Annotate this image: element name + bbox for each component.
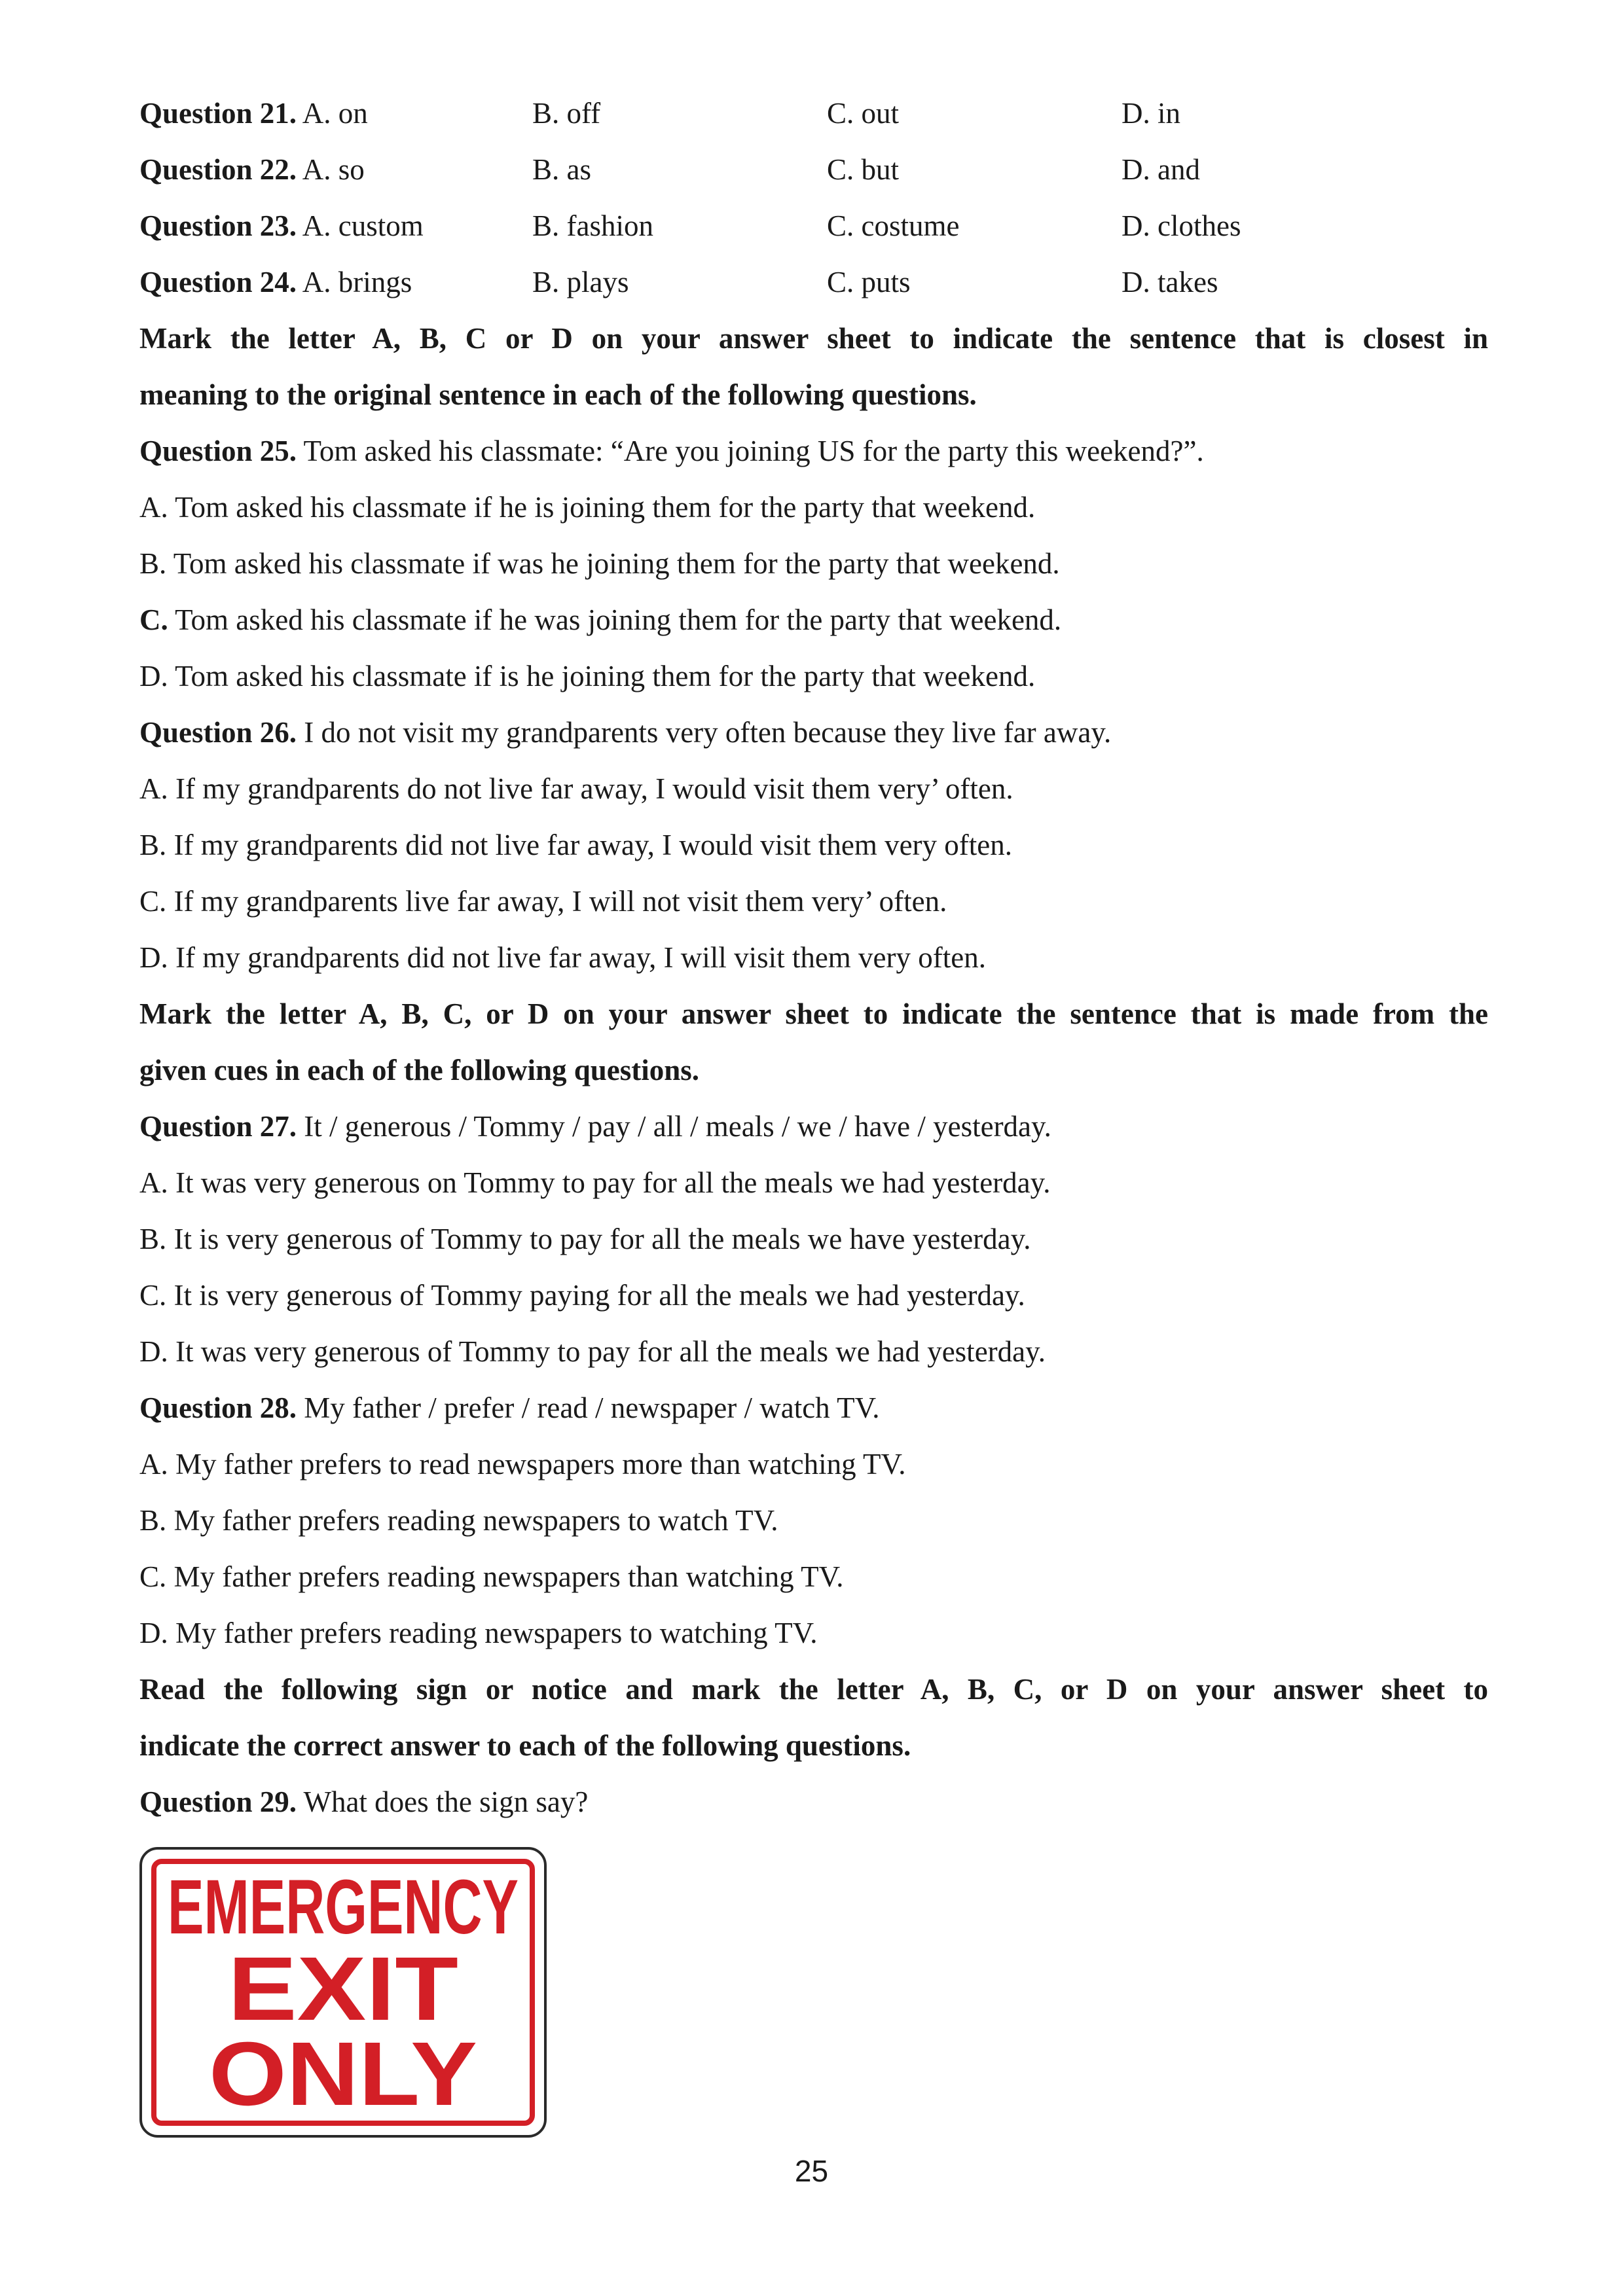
option-b: B. plays — [532, 266, 629, 298]
question-29-stem — [139, 1774, 1488, 1830]
answer-option-d: D. It was very generous of Tommy to pay for all the meals we had yesterday. — [139, 1335, 1046, 1368]
option-c: C. puts — [827, 266, 911, 298]
question-label: Question 21. — [139, 97, 297, 130]
sign-line-3: ONLY — [209, 2024, 477, 2125]
page-number: 25 — [794, 2154, 829, 2188]
option-d: D. takes — [1122, 266, 1218, 298]
question-label: Question 29. — [139, 1785, 297, 1818]
question-26-stem — [139, 704, 1488, 761]
question-label: Question 26. — [139, 716, 297, 749]
question-label: Question 24. — [139, 266, 297, 298]
answer-option-a: A. It was very generous on Tommy to pay for all the meals we had yesterday. — [139, 1166, 1051, 1199]
instruction-heading: indicate the correct answer to each of the following questions. — [139, 1729, 911, 1762]
instruction-heading: Mark the letter A, B, C, or D on your answer sheet to indicate the sentence that is made from the — [139, 997, 1488, 1030]
question-25-stem — [139, 423, 1488, 479]
instruction-heading: Mark the letter A, B, C or D on your answer sheet to indicate the sentence that is closest in — [139, 322, 1488, 355]
answer-option-c: C. It is very generous of Tommy paying for all the meals we had yesterday. — [139, 1279, 1025, 1312]
instruction-heading: meaning to the original sentence in each of the following questions. — [139, 378, 977, 411]
question-label: Question 23. — [139, 209, 297, 242]
answer-option-c: C. My father prefers reading newspapers than watching TV. — [139, 1560, 844, 1593]
option-d: D. clothes — [1122, 209, 1241, 242]
answer-option-d: D. My father prefers reading newspapers to watching TV. — [139, 1617, 818, 1649]
question-28-stem — [139, 1380, 1488, 1436]
option-letter: C. — [139, 603, 168, 636]
question-label: Question 28. — [139, 1391, 297, 1424]
answer-option-a: A. My father prefers to read newspapers more than watching TV. — [139, 1448, 906, 1480]
question-label: Question 27. — [139, 1110, 297, 1143]
option-c: C. but — [827, 153, 900, 186]
question-text: What does the sign say? — [297, 1785, 589, 1818]
option-b: B. as — [532, 153, 591, 186]
answer-option-b: B. If my grandparents did not live far away, I would visit them very often. — [139, 829, 1012, 861]
question-24-row — [139, 254, 1488, 310]
answer-option-d: D. If my grandparents did not live far away, I will visit them very often. — [139, 941, 986, 974]
answer-option-b: B. It is very generous of Tommy to pay for all the meals we have yesterday. — [139, 1223, 1031, 1255]
instruction-heading: Read the following sign or notice and mark the letter A, B, C, or D on your answer sheet to — [139, 1673, 1488, 1706]
option-text: Tom asked his classmate if he was joining them for the party that weekend. — [168, 603, 1062, 636]
question-text: I do not visit my grandparents very often because they live far away. — [297, 716, 1112, 749]
option-a: A. custom — [297, 209, 424, 242]
sign-line-2: EXIT — [228, 1939, 458, 2039]
question-22-row — [139, 141, 1488, 198]
question-label: Question 25. — [139, 435, 297, 467]
answer-option-a: A. Tom asked his classmate if he is joining them for the party that weekend. — [139, 491, 1036, 524]
answer-option-a: A. If my grandparents do not live far away, I would visit them very’ often. — [139, 772, 1013, 805]
option-c: C. out — [827, 97, 900, 130]
option-c: C. costume — [827, 209, 960, 242]
question-text: Tom asked his classmate: “Are you joining US for the party this weekend?”. — [297, 435, 1204, 467]
option-d: D. in — [1122, 97, 1180, 130]
sign-text-graphic — [142, 1850, 544, 2135]
instruction-heading: given cues in each of the following questions. — [139, 1054, 700, 1086]
answer-option-c: C. If my grandparents live far away, I will not visit them very’ often. — [139, 885, 947, 918]
option-a: A. so — [297, 153, 365, 186]
answer-option-c — [139, 592, 1488, 648]
answer-option-b: B. Tom asked his classmate if was he joining them for the party that weekend. — [139, 547, 1060, 580]
question-text: My father / prefer / read / newspaper / watch TV. — [297, 1391, 880, 1424]
question-label: Question 22. — [139, 153, 297, 186]
answer-option-b: B. My father prefers reading newspapers to watch TV. — [139, 1504, 778, 1537]
emergency-exit-sign-image — [139, 1847, 547, 2138]
option-b: B. fashion — [532, 209, 653, 242]
question-21-row — [139, 85, 1488, 141]
sign-line-1: EMERGENCY — [168, 1864, 519, 1950]
question-23-row — [139, 198, 1488, 254]
question-text: It / generous / Tommy / pay / all / meals / we / have / yesterday. — [297, 1110, 1051, 1143]
option-d: D. and — [1122, 153, 1200, 186]
question-27-stem — [139, 1098, 1488, 1155]
answer-option-d: D. Tom asked his classmate if is he joining them for the party that weekend. — [139, 660, 1036, 692]
option-a: A. on — [297, 97, 368, 130]
option-a: A. brings — [297, 266, 412, 298]
option-b: B. off — [532, 97, 601, 130]
